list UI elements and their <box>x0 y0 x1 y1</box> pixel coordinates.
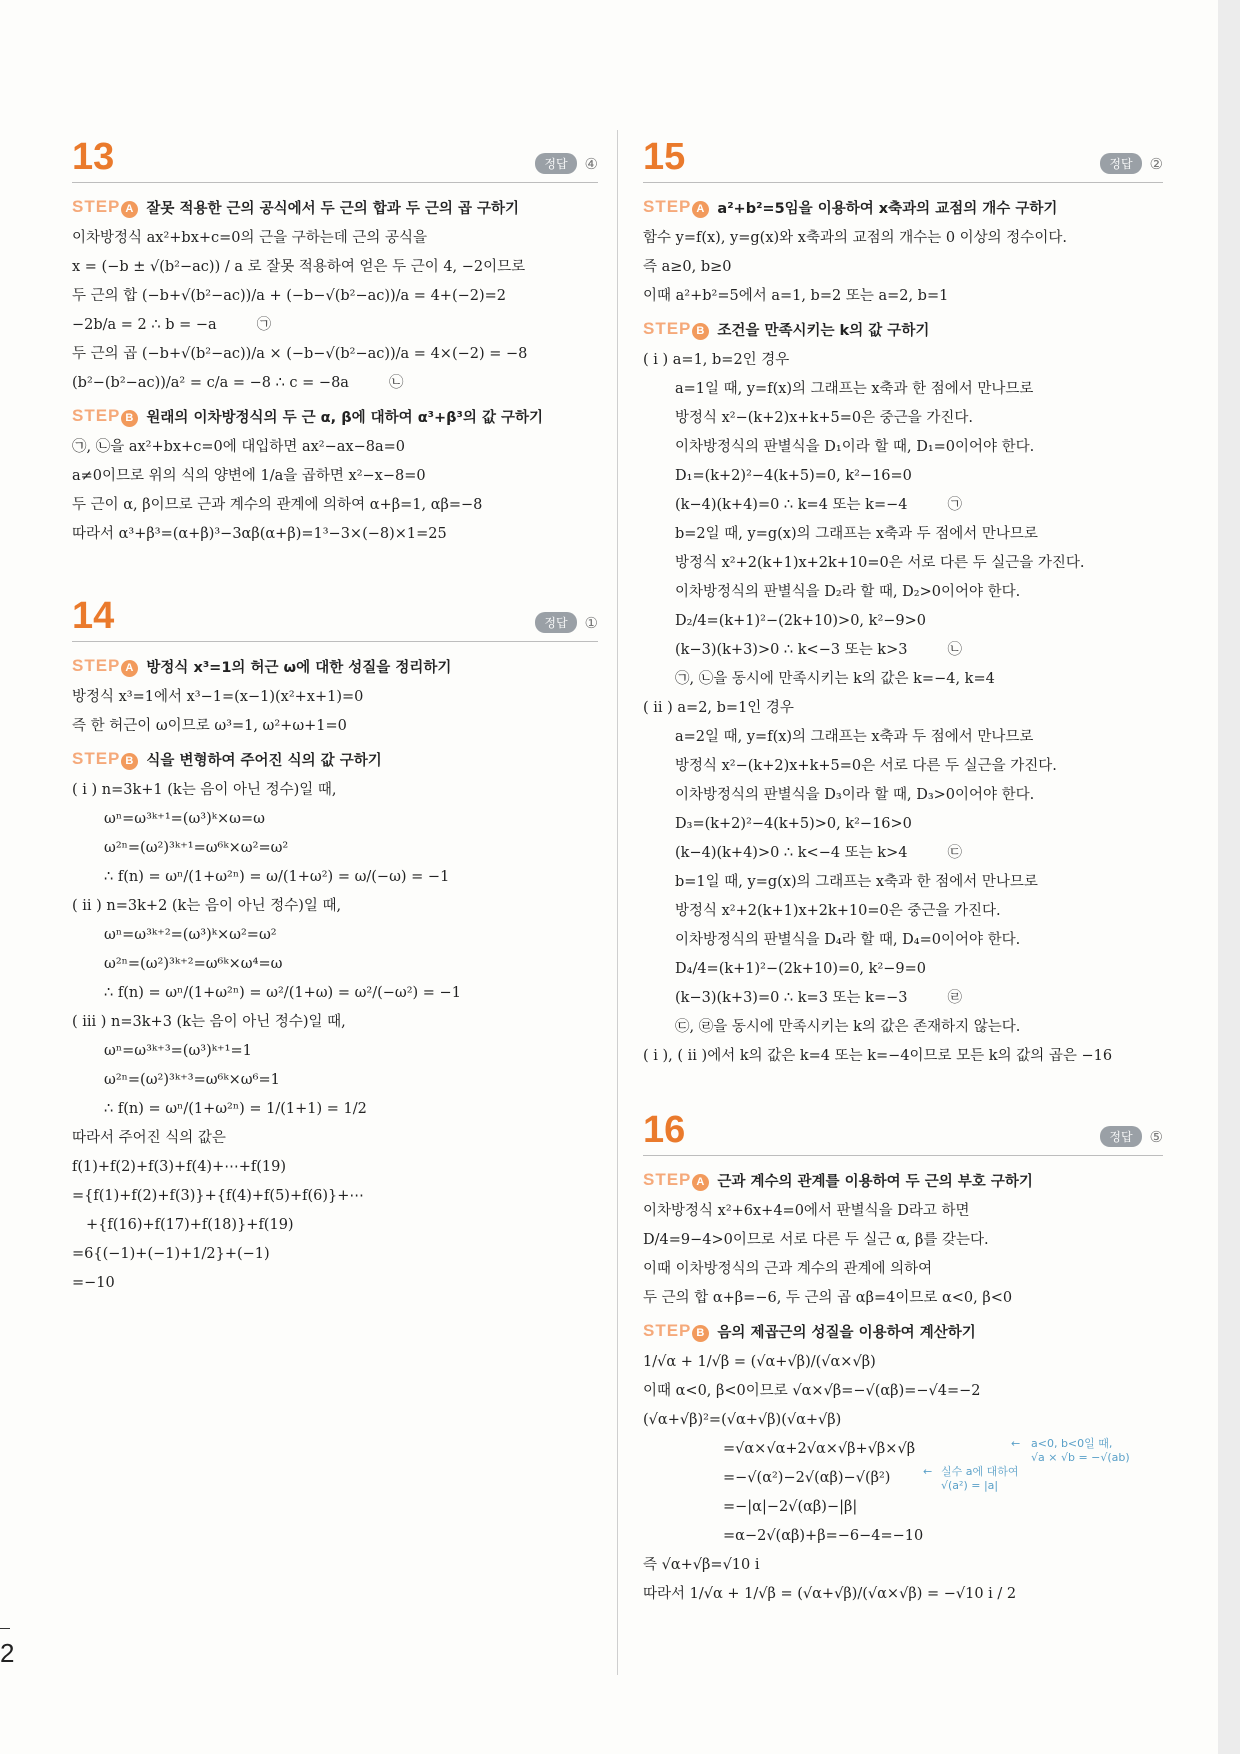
step-label: STEP A <box>643 1170 709 1191</box>
answer-value: ④ <box>584 154 598 173</box>
problem-14 <box>72 589 598 1298</box>
answer-badge: 정답 <box>1100 153 1141 174</box>
solution-line: ∴ f(n) = ωⁿ/(1+ω²ⁿ) = 1/(1+1) = 1/2 <box>104 1101 367 1117</box>
solution-line: ω²ⁿ=(ω²)³ᵏ⁺²=ω⁶ᵏ×ω⁴=ω <box>104 956 283 972</box>
problem-number: 16 <box>643 1109 686 1151</box>
page-number: 2 <box>0 1638 15 1668</box>
solution-line: 이때 이차방정식의 근과 계수의 관계에 의하여 <box>643 1261 933 1277</box>
step-title: 식을 변형하여 주어진 식의 값 구하기 <box>146 753 382 769</box>
solution-line: 이때 α<0, β<0이므로 √α×√β=−√(αβ)=−√4=−2 <box>643 1383 981 1399</box>
problem-header <box>72 130 598 183</box>
step-badge: B <box>692 323 709 340</box>
solution-line: ㉠, ㉡을 ax²+bx+c=0에 대입하면 ax²−ax−8a=0 <box>72 439 405 455</box>
solution-line: D₃=(k+2)²−4(k+5)>0, k²−16>0 <box>675 816 912 832</box>
solution-line: =−|α|−2√(αβ)−|β| <box>723 1499 858 1515</box>
step-title: 음의 제곱근의 성질을 이용하여 계산하기 <box>717 1325 976 1341</box>
step-label: STEP B <box>643 319 709 340</box>
step-label: STEP B <box>643 1321 709 1342</box>
margin-note <box>1031 1437 1130 1465</box>
solution-line: ωⁿ=ω³ᵏ⁺¹=(ω³)ᵏ×ω=ω <box>104 811 265 827</box>
solution-line: 따라서 α³+β³=(α+β)³−3αβ(α+β)=1³−3×(−8)×1=25 <box>72 526 447 542</box>
solution-line: 이때 a²+b²=5에서 a=1, b=2 또는 a=2, b=1 <box>643 288 949 304</box>
note-text: a<0, b<0일 때, <box>1031 1437 1113 1450</box>
margin-note <box>1011 1437 1020 1451</box>
solution-line: =−10 <box>72 1275 115 1291</box>
solution-line: b=2일 때, y=g(x)의 그래프는 x축과 두 점에서 만나므로 <box>675 526 1038 542</box>
solution-line: 즉 √α+√β=√10 i <box>643 1557 760 1573</box>
solution-line: (k−3)(k+3)=0 ∴ k=3 또는 k=−3 ㉣ <box>643 984 1163 1013</box>
step-a-heading <box>643 197 1163 218</box>
solution-line: (b²−(b²−ac))/a² = c/a = −8 ∴ c = −8a ㉡ <box>72 369 598 398</box>
solution-line: 이차방정식의 판별식을 D₄라 할 때, D₄=0이어야 한다. <box>675 932 1021 948</box>
solution-line: ( i ), ( ii )에서 k의 값은 k=4 또는 k=−4이므로 모든 k의 값의 곱은 −16 <box>643 1048 1113 1064</box>
solution-line: ∴ f(n) = ωⁿ/(1+ω²ⁿ) = ω/(1+ω²) = ω/(−ω) = −1 <box>104 869 450 885</box>
step-badge: A <box>692 201 709 218</box>
solution-line: ( i ) n=3k+1 (k는 음이 아닌 정수)일 때, <box>72 782 337 798</box>
answer-value: ⑤ <box>1149 1127 1163 1146</box>
step-label: STEP B <box>72 749 138 770</box>
solution-line: 방정식 x²+2(k+1)x+2k+10=0은 서로 다른 두 실근을 가진다. <box>675 555 1085 571</box>
expansion-block <box>643 1435 1163 1551</box>
answer-box <box>1100 1126 1163 1147</box>
solution-line: ( ii ) n=3k+2 (k는 음이 아닌 정수)일 때, <box>72 898 342 914</box>
solution-line: =−√(α²)−2√(αβ)−√(β²) <box>723 1470 891 1486</box>
problem-number: 15 <box>643 136 686 178</box>
note-text: √a × √b = −√(ab) <box>1031 1451 1130 1464</box>
solution-line: 두 근의 곱 (−b+√(b²−ac))/a × (−b−√(b²−ac))/a = 4×(−2) = −8 <box>72 346 528 362</box>
solution-line: 두 근이 α, β이므로 근과 계수의 관계에 의하여 α+β=1, αβ=−8 <box>72 497 483 513</box>
answer-box <box>535 612 598 633</box>
solution-line: 이차방정식의 판별식을 D₂라 할 때, D₂>0이어야 한다. <box>675 584 1021 600</box>
step-a-heading <box>72 197 598 218</box>
step-title: 방정식 x³=1의 허근 ω에 대한 성질을 정리하기 <box>146 660 452 676</box>
step-title: 원래의 이차방정식의 두 근 α, β에 대하여 α³+β³의 값 구하기 <box>146 410 544 426</box>
solution-line: 따라서 1/√α + 1/√β = (√α+√β)/(√α×√β) = −√10 i / 2 <box>643 1586 1017 1602</box>
step-b-heading <box>643 319 1163 340</box>
answer-box <box>535 153 598 174</box>
problem-header <box>643 1103 1163 1156</box>
solution-line: ωⁿ=ω³ᵏ⁺²=(ω³)ᵏ×ω²=ω² <box>104 927 277 943</box>
solution-line: (k−4)(k+4)>0 ∴ k<−4 또는 k>4 ㉢ <box>643 839 1163 868</box>
step-b-heading <box>643 1321 1163 1342</box>
margin-note <box>941 1465 1019 1493</box>
solution-line: ( ii ) a=2, b=1인 경우 <box>643 700 794 716</box>
step-title: 근과 계수의 관계를 이용하여 두 근의 부호 구하기 <box>717 1174 1033 1190</box>
page-edge <box>1218 0 1240 1754</box>
step-badge: A <box>692 1174 709 1191</box>
answer-badge: 정답 <box>535 612 576 633</box>
solution-line: ω²ⁿ=(ω²)³ᵏ⁺¹=ω⁶ᵏ×ω²=ω² <box>104 840 289 856</box>
solution-line: ( iii ) n=3k+3 (k는 음이 아닌 정수)일 때, <box>72 1014 346 1030</box>
solution-line: 따라서 주어진 식의 값은 <box>72 1130 226 1146</box>
solution-line: ω²ⁿ=(ω²)³ᵏ⁺³=ω⁶ᵏ×ω⁶=1 <box>104 1072 280 1088</box>
solution-line: 이차방정식 ax²+bx+c=0의 근을 구하는데 근의 공식을 <box>72 230 428 246</box>
solution-line: (k−3)(k+3)>0 ∴ k<−3 또는 k>3 ㉡ <box>643 636 1163 665</box>
solution-line: ∴ f(n) = ωⁿ/(1+ω²ⁿ) = ω²/(1+ω) = ω²/(−ω²) = −1 <box>104 985 461 1001</box>
equation-marker: ㉠ <box>256 317 272 333</box>
step-badge: B <box>121 410 138 427</box>
step-a-heading <box>72 656 598 677</box>
step-badge: A <box>121 660 138 677</box>
step-badge: B <box>692 1325 709 1342</box>
solution-line: 즉 한 허근이 ω이므로 ω³=1, ω²+ω+1=0 <box>72 718 347 734</box>
step-a-heading <box>643 1170 1163 1191</box>
solution-line: 즉 a≥0, b≥0 <box>643 259 732 275</box>
note-arrow-icon: ← <box>1011 1437 1021 1450</box>
solution-line: =6{(−1)+(−1)+1/2}+(−1) <box>72 1246 270 1262</box>
equation-marker: ㉠ <box>947 497 962 513</box>
solution-line: 방정식 x²−(k+2)x+k+5=0은 중근을 가진다. <box>675 410 973 426</box>
left-column <box>72 130 598 1298</box>
solution-line: f(1)+f(2)+f(3)+f(4)+⋯+f(19) <box>72 1159 287 1175</box>
answer-value: ① <box>584 613 598 632</box>
answer-box <box>1100 153 1163 174</box>
solution-line: (√α+√β)²=(√α+√β)(√α+√β) <box>643 1412 842 1428</box>
problem-16 <box>643 1103 1163 1609</box>
solution-line: ㉢, ㉣을 동시에 만족시키는 k의 값은 존재하지 않는다. <box>675 1019 1021 1035</box>
solution-line: ( i ) a=1, b=2인 경우 <box>643 352 790 368</box>
problem-header <box>643 130 1163 183</box>
equation-marker: ㉢ <box>947 845 962 861</box>
solution-line: a=2일 때, y=f(x)의 그래프는 x축과 두 점에서 만나므로 <box>675 729 1034 745</box>
solution-line: =√α×√α+2√α×√β+√β×√β <box>723 1441 916 1457</box>
solution-line: D₁=(k+2)²−4(k+5)=0, k²−16=0 <box>675 468 912 484</box>
note-arrow-icon: ← <box>923 1465 933 1478</box>
problem-number: 14 <box>72 595 115 637</box>
equation-marker: ㉡ <box>947 642 962 658</box>
step-badge: A <box>121 201 138 218</box>
column-divider <box>617 130 618 1675</box>
solution-line: a≠0이므로 위의 식의 양변에 1/a을 곱하면 x²−x−8=0 <box>72 468 426 484</box>
step-title: 잘못 적용한 근의 공식에서 두 근의 합과 두 근의 곱 구하기 <box>146 201 520 217</box>
solution-line: D/4=9−4>0이므로 서로 다른 두 실근 α, β를 갖는다. <box>643 1232 989 1248</box>
equation-marker: ㉣ <box>947 990 962 1006</box>
solution-line: 두 근의 합 (−b+√(b²−ac))/a + (−b−√(b²−ac))/a = 4+(−2)=2 <box>72 288 507 304</box>
note-text: √(a²) = |a| <box>941 1479 999 1492</box>
problem-13 <box>72 130 598 549</box>
right-column <box>643 130 1163 1609</box>
solution-line: 이차방정식의 판별식을 D₃이라 할 때, D₃>0이어야 한다. <box>675 787 1035 803</box>
solution-line: 이차방정식 x²+6x+4=0에서 판별식을 D라고 하면 <box>643 1203 970 1219</box>
solution-line: D₂/4=(k+1)²−(2k+10)>0, k²−9>0 <box>675 613 927 629</box>
page-number-rule <box>0 1628 10 1629</box>
step-title: a²+b²=5임을 이용하여 x축과의 교점의 개수 구하기 <box>717 201 1058 217</box>
solution-line: −2b/a = 2 ∴ b = −a ㉠ <box>72 311 598 340</box>
solution-line: (k−4)(k+4)=0 ∴ k=4 또는 k=−4 ㉠ <box>643 491 1163 520</box>
answer-value: ② <box>1149 154 1163 173</box>
step-label: STEP A <box>643 197 709 218</box>
answer-badge: 정답 <box>535 153 576 174</box>
step-title: 조건을 만족시키는 k의 값 구하기 <box>717 323 930 339</box>
solution-line: +{f(16)+f(17)+f(18)}+f(19) <box>86 1217 294 1233</box>
problem-header <box>72 589 598 642</box>
solution-line: a=1일 때, y=f(x)의 그래프는 x축과 한 점에서 만나므로 <box>675 381 1034 397</box>
note-text: 실수 a에 대하여 <box>941 1465 1019 1478</box>
step-b-heading <box>72 749 598 770</box>
solution-line: 1/√α + 1/√β = (√α+√β)/(√α×√β) <box>643 1354 876 1370</box>
problem-number: 13 <box>72 136 115 178</box>
solution-line: 방정식 x³=1에서 x³−1=(x−1)(x²+x+1)=0 <box>72 689 364 705</box>
answer-badge: 정답 <box>1100 1126 1141 1147</box>
solution-line: 방정식 x²+2(k+1)x+2k+10=0은 중근을 가진다. <box>675 903 1001 919</box>
problem-15 <box>643 130 1163 1071</box>
solution-line: x = (−b ± √(b²−ac)) / a 로 잘못 적용하여 얻은 두 근이 4, −2이므로 <box>72 259 526 275</box>
equation-marker: ㉡ <box>388 375 404 391</box>
solution-line: 이차방정식의 판별식을 D₁이라 할 때, D₁=0이어야 한다. <box>675 439 1035 455</box>
solution-line: 방정식 x²−(k+2)x+k+5=0은 서로 다른 두 실근을 가진다. <box>675 758 1057 774</box>
solution-line: 두 근의 합 α+β=−6, 두 근의 곱 αβ=4이므로 α<0, β<0 <box>643 1290 1013 1306</box>
solution-line: =α−2√(αβ)+β=−6−4=−10 <box>723 1528 924 1544</box>
step-label: STEP B <box>72 406 138 427</box>
solution-line: b=1일 때, y=g(x)의 그래프는 x축과 한 점에서 만나므로 <box>675 874 1038 890</box>
solution-line: 함수 y=f(x), y=g(x)와 x축과의 교점의 개수는 0 이상의 정수이다. <box>643 230 1067 246</box>
step-label: STEP A <box>72 656 138 677</box>
step-label: STEP A <box>72 197 138 218</box>
margin-note <box>923 1465 932 1479</box>
solution-line: D₄/4=(k+1)²−(2k+10)=0, k²−9=0 <box>675 961 927 977</box>
solution-line: ωⁿ=ω³ᵏ⁺³=(ω³)ᵏ⁺¹=1 <box>104 1043 252 1059</box>
solution-line: ={f(1)+f(2)+f(3)}+{f(4)+f(5)+f(6)}+⋯ <box>72 1188 364 1204</box>
step-b-heading <box>72 406 598 427</box>
solution-line: ㉠, ㉡을 동시에 만족시키는 k의 값은 k=−4, k=4 <box>675 671 995 687</box>
step-badge: B <box>121 753 138 770</box>
